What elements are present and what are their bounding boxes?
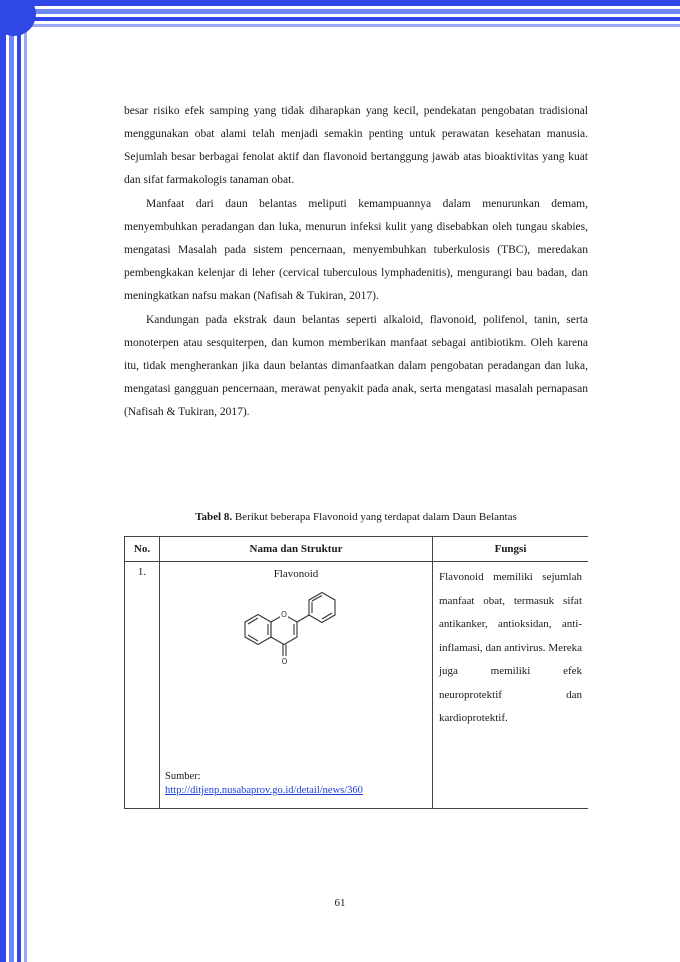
compound-name: Flavonoid — [273, 568, 319, 580]
flavonoid-table — [124, 536, 588, 809]
page-number: 61 — [334, 897, 346, 909]
function-cell: Flavonoid memiliki sejumlah manfaat obat, termasuk sifat antikanker, antioksidan, anti-inflamasi, dan antivirus. Mereka juga memiliki efek neuroprotektif dan kardioprotektif. — [433, 562, 589, 809]
paragraph-1: besar risiko efek samping yang tidak diharapkan yang kecil, pendekatan pengobatan tradisional menggunakan obat alami telah menjadi semakin penting untuk perawatan kesehatan manusia. Sejumlah besar berbagai fenolat aktif dan flavonoid bertanggung jawab atas bioaktivitas yang kuat dan sifat farmakologis tanaman obat. — [124, 105, 588, 186]
table-row — [125, 562, 589, 809]
left-border-decoration — [0, 0, 34, 962]
table-header-row — [125, 537, 589, 562]
image-source — [165, 770, 363, 798]
top-border-decoration — [0, 0, 680, 34]
table-caption-label: Tabel 8. — [195, 511, 233, 523]
source-link[interactable]: http://ditjenp.nusabaprov.go.id/detail/news/360 — [165, 785, 363, 796]
table-caption — [124, 509, 588, 525]
header-no: No. — [125, 537, 160, 562]
body-text — [124, 100, 588, 424]
source-label: Sumber: — [165, 771, 201, 782]
paragraph-2: Manfaat dari daun belantas meliputi kemampuannya dalam menurunkan demam, menyembuhkan peradangan dan luka, menurun infeksi kulit yang disebabkan oleh tungau skabies, mengatasi Masalah pada sistem pencernaan, menyembuhkan tuberkulosis (TBC), meredakan pembengkakan kelenjar di leher (cervical tuberculous lymphadenitis), mengurangi bau badan, dan meningkatkan nafsu makan (Nafisah & Tukiran, 2017). — [124, 198, 588, 302]
svg-text:O: O — [281, 610, 287, 619]
svg-text:O: O — [281, 657, 288, 666]
header-name-structure: Nama dan Struktur — [160, 537, 433, 562]
paragraph-3: Kandungan pada ekstrak daun belantas seperti alkaloid, flavonoid, polifenol, tanin, serta monoterpen atau sesquiterpen, dan kumon memberikan manfaat sebagai antibiotikm. Oleh karena itu, tidak mengherankan jika daun belantas dimanfaatkan dalam pengobatan peradangan dan luka, mengatasi gangguan pencernaan, merawat penyakit pada anak, serta mengatasi masalah pernapasan (Nafisah & Tukiran, 2017). — [124, 314, 588, 418]
name-structure-cell — [160, 562, 433, 809]
header-function: Fungsi — [433, 537, 589, 562]
table-caption-text: Berikut beberapa Flavonoid yang terdapat dalam Daun Belantas — [232, 511, 517, 523]
row-number: 1. — [125, 562, 160, 809]
flavone-structure-image — [235, 584, 355, 674]
